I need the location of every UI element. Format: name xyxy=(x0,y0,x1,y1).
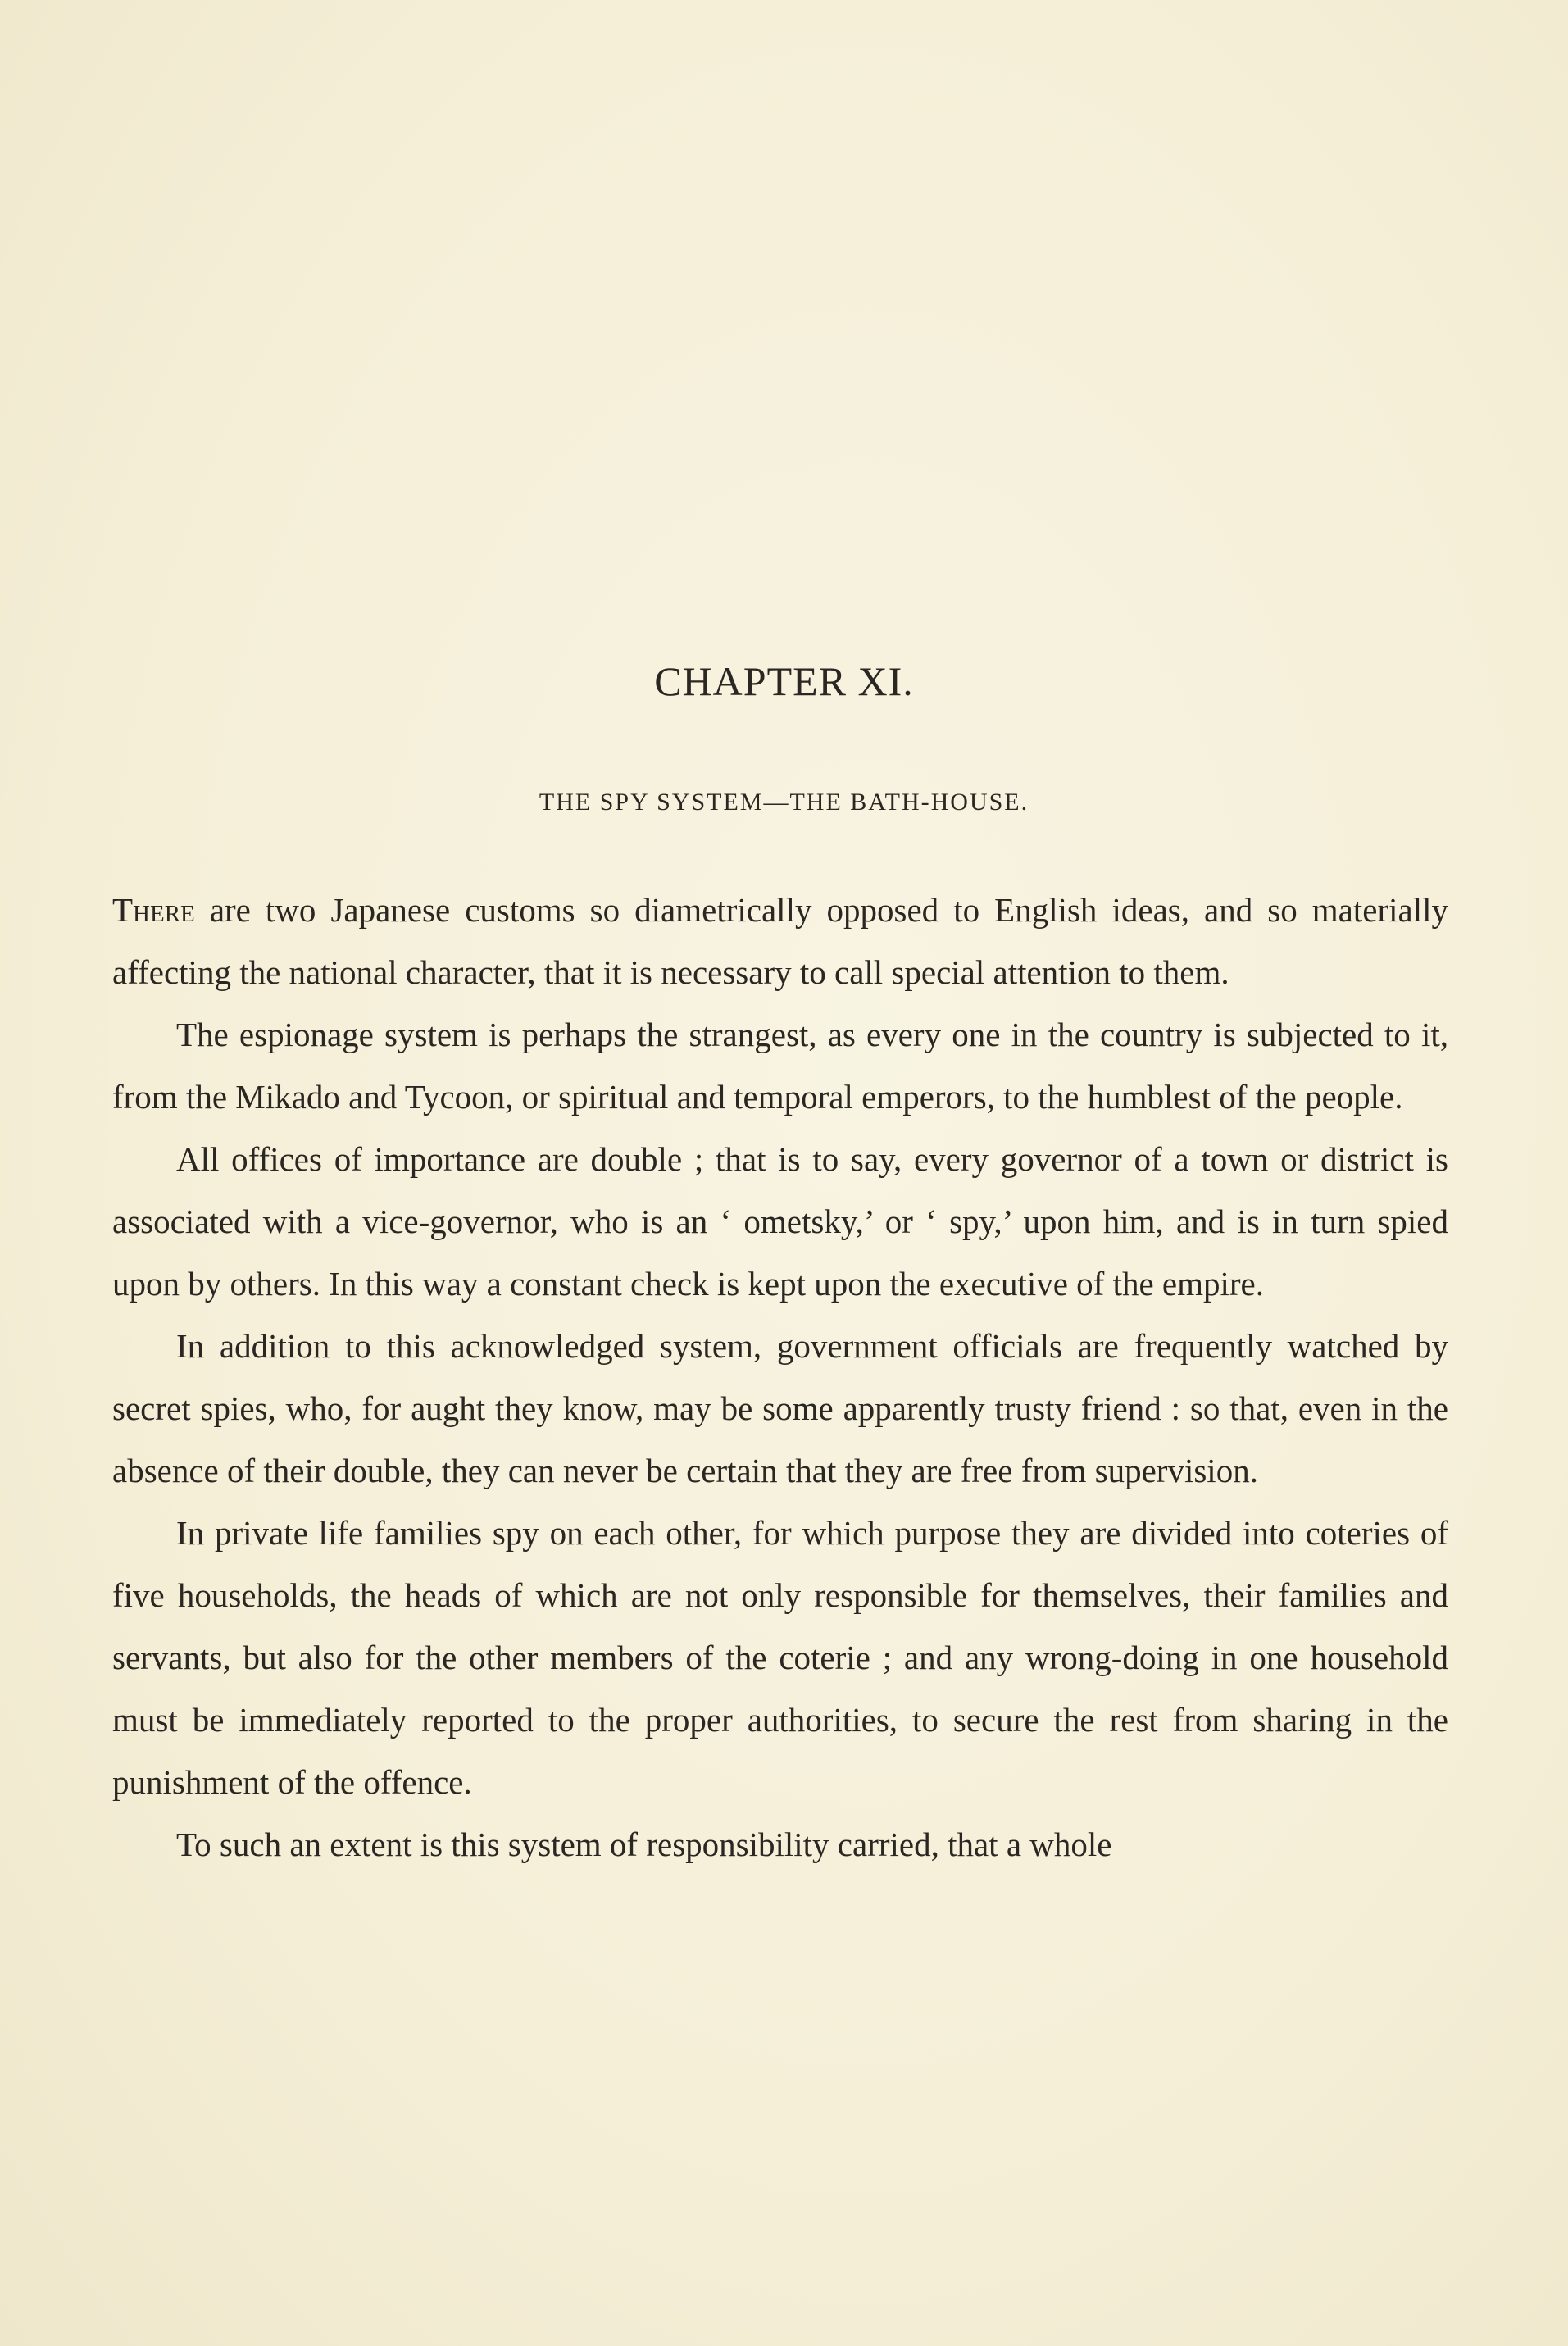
body-text xyxy=(112,879,1448,1875)
paragraph-lead-word: There xyxy=(112,891,195,929)
paragraph-2: The espionage system is perhaps the strangest, as every one in the country is subjected to it, from the Mikado and Tycoon, or spiritual and temporal emperors, to the humblest of the people. xyxy=(112,1016,1448,1116)
paragraph-3: All offices of importance are double ; that is to say, every governor of a town or district is associated with a vice-governor, who is an ‘ ometsky,’ or ‘ spy,’ upon him, and is in turn spied upon by others. In this way a constant check is kept upon the executive of the empire. xyxy=(112,1140,1448,1303)
chapter-title: THE SPY SYSTEM—THE BATH-HOUSE. xyxy=(539,789,1029,816)
paragraph-5: In private life families spy on each other, for which purpose they are divided into coteries of five households, the heads of which are not only responsible for themselves, their families and servants, but also for the other members of the coterie ; and any wrong-doing in one household must be immediately reported to the proper authorities, to secure the rest from sharing in the punishment of the offence. xyxy=(112,1514,1448,1801)
chapter-heading: CHAPTER XI. xyxy=(654,658,914,704)
paragraph-1-text: are two Japanese customs so diametrically opposed to English ideas, and so materially affecting the national character, that it is necessary to call special attention to them. xyxy=(112,891,1448,991)
paragraph-1 xyxy=(112,879,1448,1003)
paragraph-6: To such an extent is this system of responsibility carried, that a whole xyxy=(176,1825,1112,1863)
paragraph-4: In addition to this acknowledged system, government officials are frequently watched by secret spies, who, for aught they know, may be some apparently trusty friend : so that, even in the absence of their double, they can never be certain that they are free from supervision. xyxy=(112,1327,1448,1489)
